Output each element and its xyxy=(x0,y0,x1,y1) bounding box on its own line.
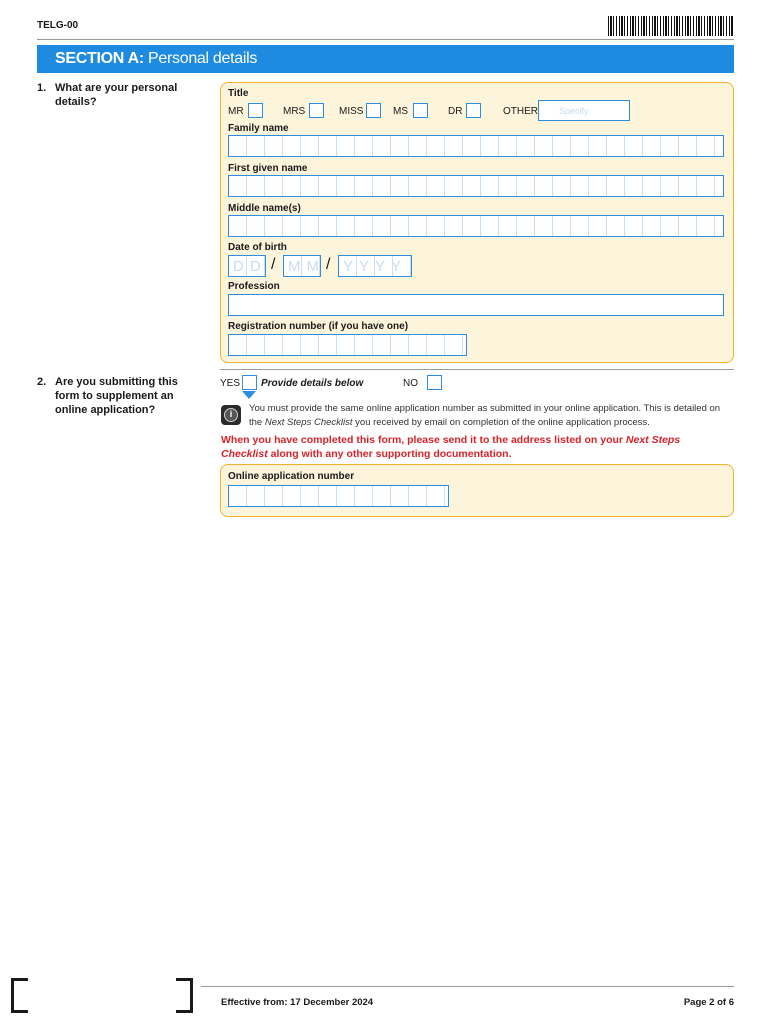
title-option-mr-label: MR xyxy=(228,106,244,117)
divider xyxy=(37,39,734,40)
dob-separator: / xyxy=(271,256,276,273)
question-text: What are your personal details? xyxy=(55,82,178,108)
registration-label: Registration number (if you have one) xyxy=(228,321,409,332)
title-option-miss-label: MISS xyxy=(339,106,364,117)
personal-details-panel xyxy=(220,82,734,363)
crop-mark-right xyxy=(176,978,193,1013)
title-label: Title xyxy=(228,88,249,99)
profession-input[interactable] xyxy=(228,294,724,316)
note-text: You must provide the same online application number as submitted in your online application. This is detailed on the xyxy=(249,403,721,428)
warning-part: When you have completed this form, please send it to the address listed on your xyxy=(221,434,626,446)
divider xyxy=(220,369,734,370)
title-other-input[interactable] xyxy=(538,100,630,121)
no-checkbox[interactable] xyxy=(427,375,442,390)
yes-label: YES xyxy=(220,378,241,389)
yes-hint: Provide details below xyxy=(261,378,364,389)
effective-date: Effective from: 17 December 2024 xyxy=(221,997,374,1008)
dob-month-input[interactable] xyxy=(283,255,325,277)
question-number: 1. xyxy=(37,82,47,94)
dob-month-placeholder: MM xyxy=(288,258,325,275)
dob-label: Date of birth xyxy=(228,242,287,253)
title-mrs-checkbox[interactable] xyxy=(309,103,324,118)
dob-year-input[interactable] xyxy=(338,255,412,277)
info-note xyxy=(249,402,729,430)
profession-label: Profession xyxy=(228,281,280,292)
dob-separator: / xyxy=(326,256,331,273)
page-number: Page 2 of 6 xyxy=(683,997,734,1008)
title-ms-checkbox[interactable] xyxy=(413,103,428,118)
middle-name-label: Middle name(s) xyxy=(228,203,301,214)
form-code: TELG-00 xyxy=(37,20,79,31)
question-number: 2. xyxy=(37,376,47,388)
no-label: NO xyxy=(403,378,418,389)
warning-text xyxy=(221,433,726,461)
dob-day-placeholder: DD xyxy=(233,258,267,275)
warning-part: along with any other supporting documentation. xyxy=(267,448,512,460)
title-option-other-label: OTHER xyxy=(503,106,538,117)
barcode-image xyxy=(608,16,734,36)
section-title: Personal details xyxy=(148,50,258,67)
first-name-label: First given name xyxy=(228,163,308,174)
registration-number-input[interactable] xyxy=(228,334,467,356)
warning-emphasis: Next Steps Checklist xyxy=(221,434,681,460)
note-emphasis: Next Steps Checklist xyxy=(264,417,353,428)
info-icon: i xyxy=(221,405,241,425)
family-name-label: Family name xyxy=(228,123,289,134)
arrow-down-icon xyxy=(242,391,256,399)
title-dr-checkbox[interactable] xyxy=(466,103,481,118)
note-text: you received by email on completion of the online application process. xyxy=(352,417,650,428)
other-placeholder: Specify xyxy=(559,106,589,116)
yes-checkbox[interactable] xyxy=(242,375,257,390)
title-option-ms-label: MS xyxy=(393,106,408,117)
section-title-bold: SECTION A: xyxy=(55,50,144,67)
dob-year-placeholder: YYYY xyxy=(343,258,408,275)
middle-name-input[interactable] xyxy=(228,215,724,237)
question-text: Are you submitting this form to supplement an online application? xyxy=(55,376,178,416)
first-name-input[interactable] xyxy=(228,175,724,197)
title-option-dr-label: DR xyxy=(448,106,463,117)
title-miss-checkbox[interactable] xyxy=(366,103,381,118)
online-app-label: Online application number xyxy=(228,471,355,482)
online-application-panel xyxy=(220,464,734,517)
dob-day-input[interactable] xyxy=(228,255,266,277)
title-mr-checkbox[interactable] xyxy=(248,103,263,118)
family-name-input[interactable] xyxy=(228,135,724,157)
online-application-number-input[interactable] xyxy=(228,485,449,507)
title-option-mrs-label: MRS xyxy=(283,106,306,117)
crop-mark-left xyxy=(11,978,28,1013)
divider xyxy=(201,986,734,987)
section-header xyxy=(37,45,734,73)
